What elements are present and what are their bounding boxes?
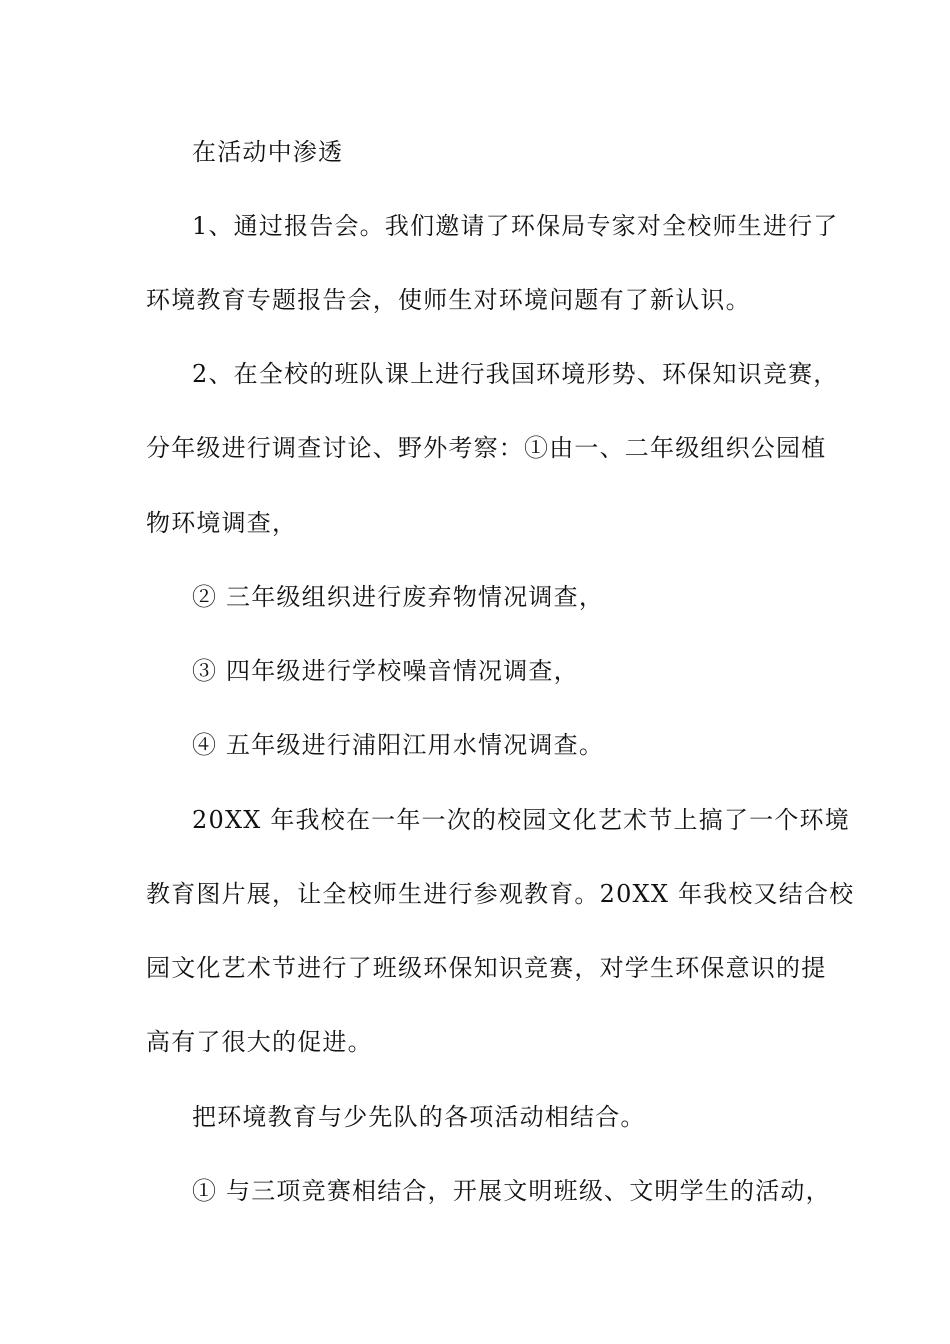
- list-item: ④ 五年级进行浦阳江用水情况调查。: [192, 731, 605, 759]
- paragraph-line: 高有了很大的促进。: [146, 1028, 373, 1056]
- paragraph-line: 20XX 年我校在一年一次的校园文化艺术节上搞了一个环境: [192, 806, 850, 834]
- list-item: ③ 四年级进行学校噪音情况调查，: [192, 657, 579, 685]
- paragraph-line: 教育图片展，让全校师生进行参观教育。20XX 年我校又结合校: [146, 880, 855, 908]
- paragraph-line: 2、在全校的班队课上进行我国环境形势、环保知识竞赛，: [192, 360, 839, 388]
- paragraph-line: 把环境教育与少先队的各项活动相结合。: [192, 1103, 646, 1131]
- paragraph-line: 物环境调查，: [146, 509, 298, 537]
- paragraph-line: 环境教育专题报告会，使师生对环境问题有了新认识。: [146, 286, 751, 314]
- list-item: ② 三年级组织进行废弃物情况调查，: [192, 583, 605, 611]
- list-item: ① 与三项竞赛相结合，开展文明班级、文明学生的活动，: [192, 1177, 831, 1205]
- paragraph-line: 园文化艺术节进行了班级环保知识竞赛，对学生环保意识的提: [146, 954, 827, 982]
- paragraph-line: 1、通过报告会。我们邀请了环保局专家对全校师生进行了: [192, 212, 839, 240]
- paragraph-line: 分年级进行调查讨论、野外考察：①由一、二年级组织公园植: [146, 434, 827, 462]
- section-heading: 在活动中渗透: [192, 138, 344, 166]
